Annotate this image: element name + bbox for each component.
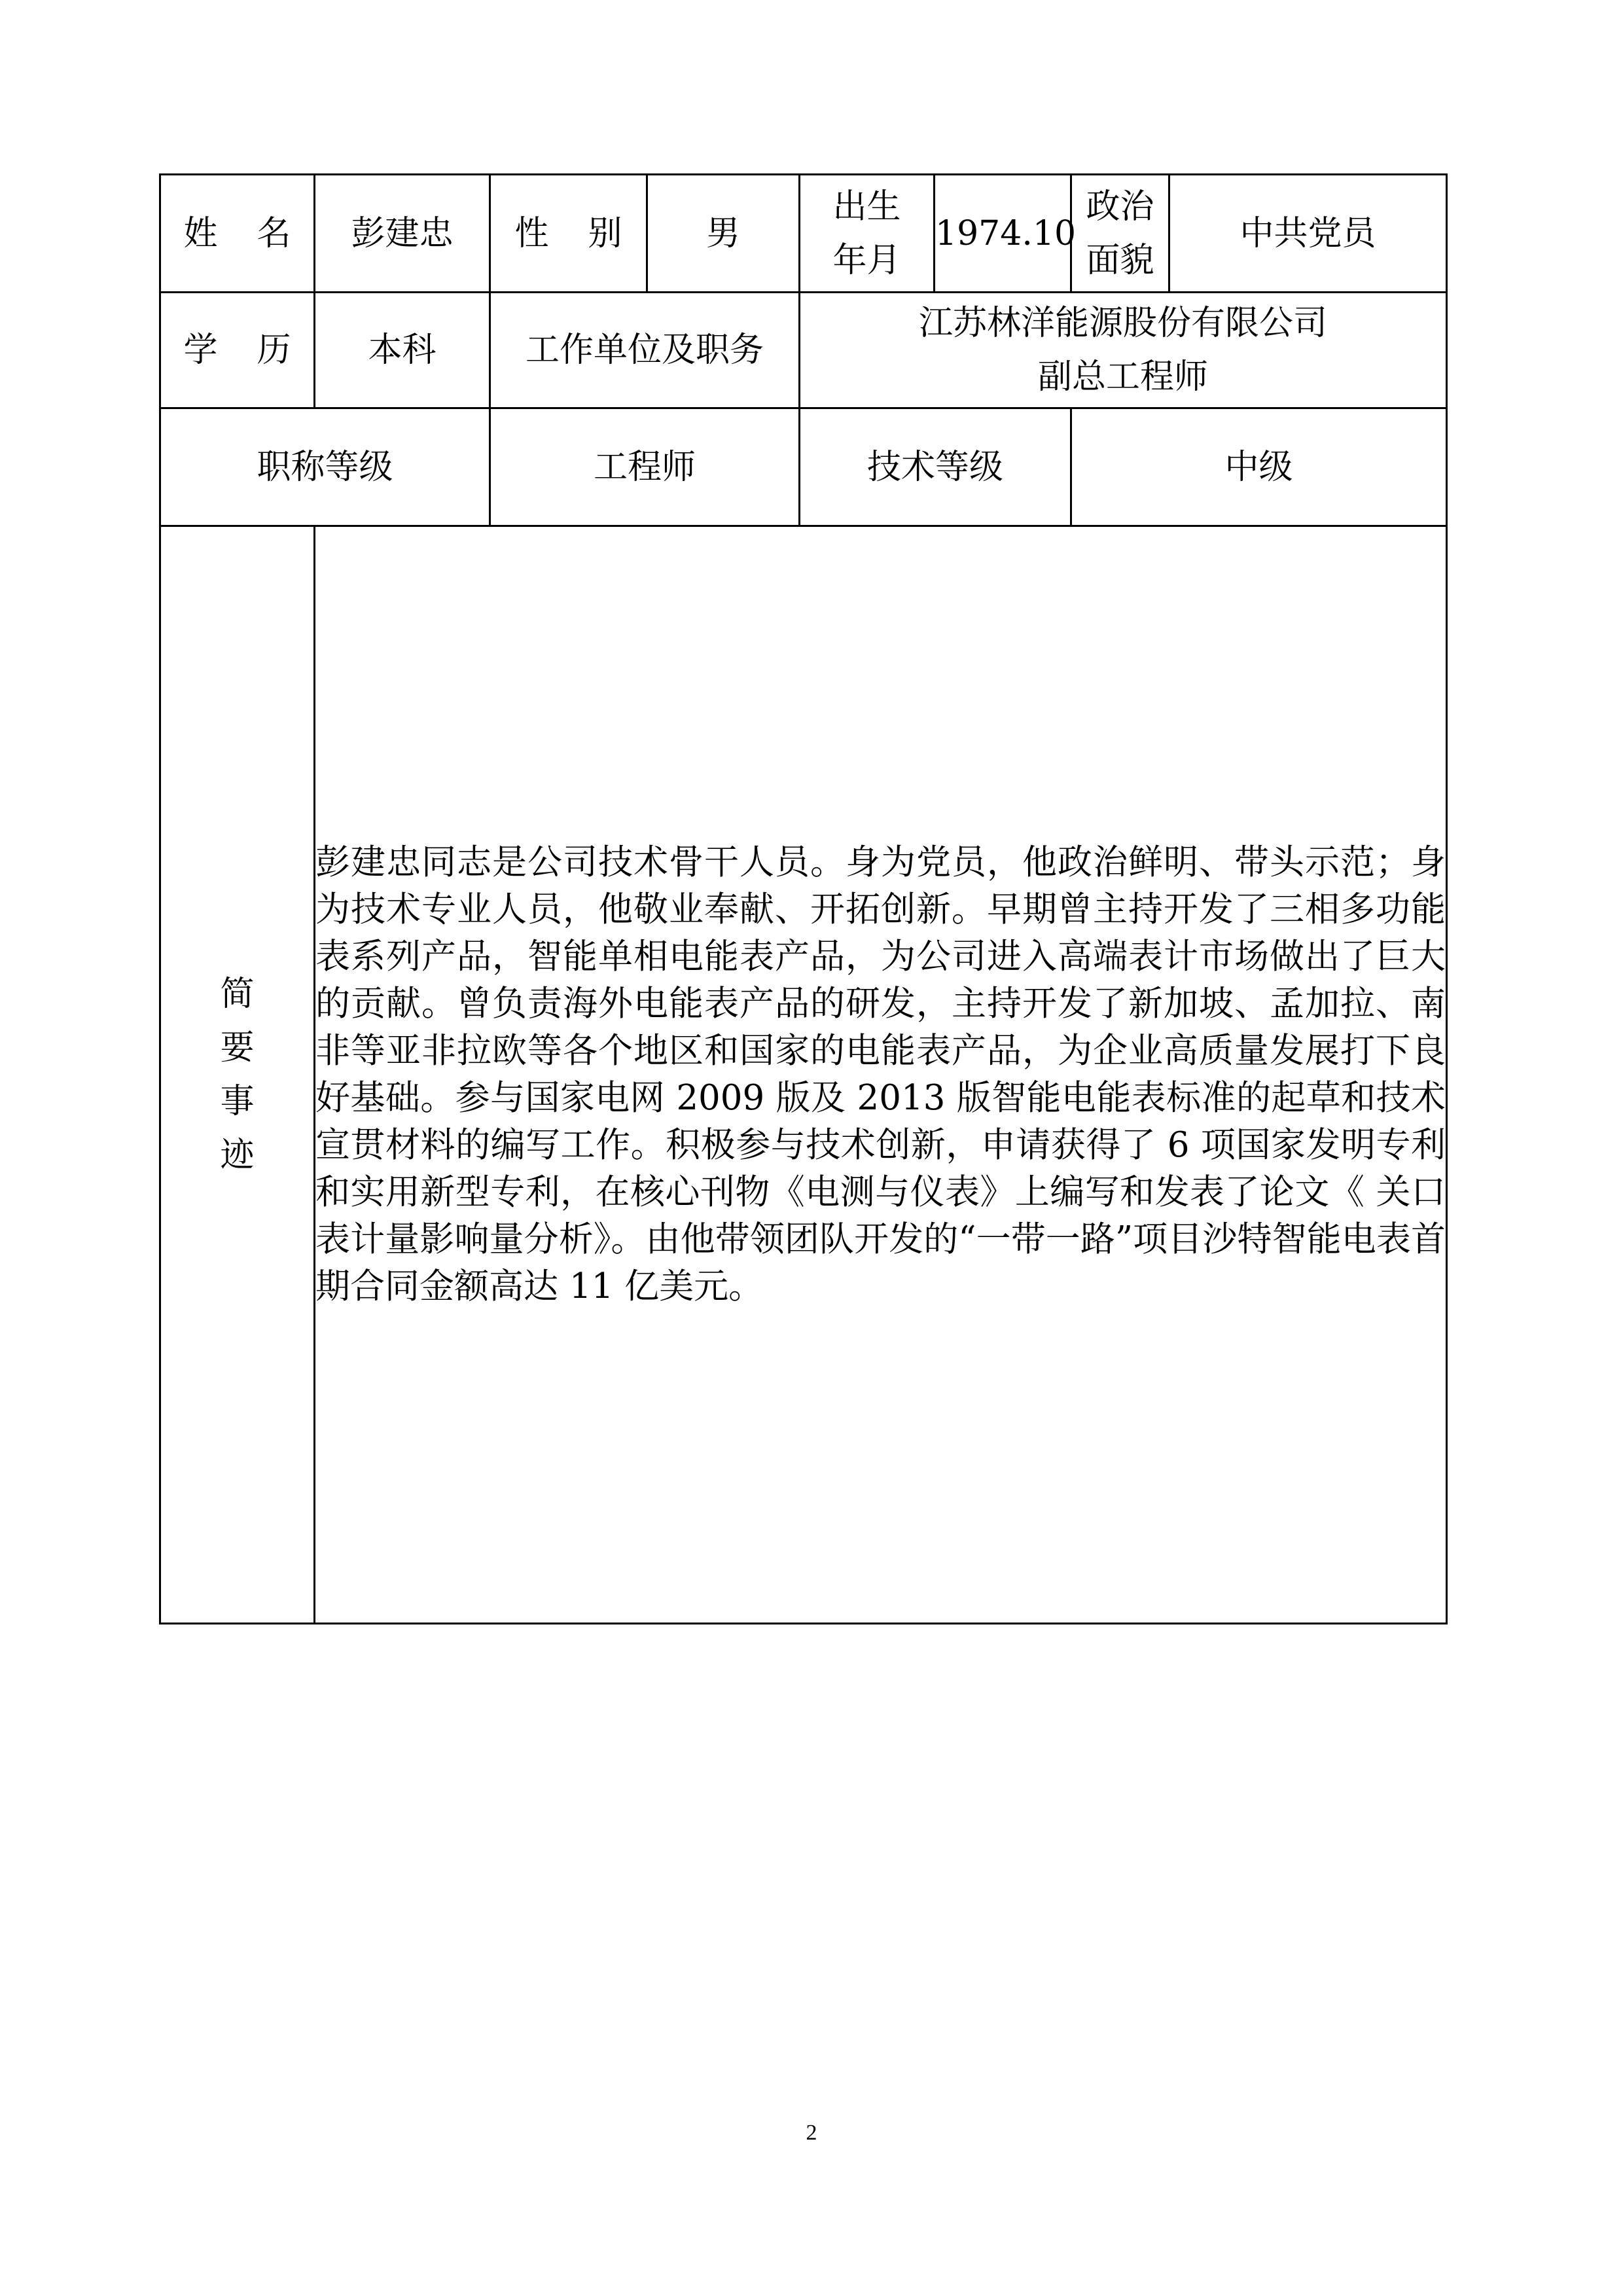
row-summary (160, 526, 1447, 1624)
employer-label: 工作单位及职务 (490, 293, 800, 408)
birth-label-cell (800, 175, 935, 293)
tech-grade-value: 中级 (1071, 408, 1447, 526)
employer-value-line2: 副总工程师 (1037, 357, 1208, 397)
summary-label-cell (160, 526, 315, 1624)
row-grades (160, 408, 1447, 526)
summary-label-char: 要 (220, 1028, 255, 1067)
title-grade-label: 职称等级 (160, 408, 490, 526)
employer-value-cell (800, 293, 1447, 408)
gender-label-cell (490, 175, 662, 293)
political-label-cell (1071, 175, 1169, 293)
political-label-line1: 政治 (1086, 187, 1154, 226)
title-grade-value: 工程师 (490, 408, 800, 526)
row-basic-info (160, 175, 1447, 293)
row-education-employer (160, 293, 1447, 408)
summary-label-char: 事 (220, 1082, 255, 1121)
summary-label-char: 迹 (220, 1136, 255, 1175)
birth-label-line2: 年月 (832, 240, 901, 280)
name-label-cell (160, 175, 330, 293)
education-label: 学历 (183, 331, 330, 370)
education-label-cell (160, 293, 330, 408)
birth-label-line1: 出生 (832, 187, 901, 226)
birth-value: 1974.10 (935, 175, 1071, 293)
tech-grade-label: 技术等级 (800, 408, 1071, 526)
education-value: 本科 (315, 293, 490, 408)
name-label: 姓名 (183, 213, 330, 253)
name-value: 彭建忠 (315, 175, 490, 293)
political-value: 中共党员 (1169, 175, 1447, 293)
gender-label: 性别 (514, 213, 662, 253)
page-number: 2 (806, 2121, 817, 2145)
summary-content-cell (315, 526, 1447, 1624)
employer-value-line1: 江苏林洋能源股份有限公司 (918, 304, 1327, 343)
summary-text: 彭建忠同志是公司技术骨干人员。身为党员，他政治鲜明、带头示范；身为技术专业人员，他敬业奉献、开拓创新。早期曾主持开发了三相多功能表系列产品，智能单相电能表产品，为公司进入高端表计市场做出了巨大的贡献。曾负责海外电能表产品的研发，主持开发了新加坡、孟加拉、南非等亚非拉欧等各个地区和国家的电能表产品，为企业高质量发展打下良好基础。参与国家电网 2009 版及 2013 版智能电能表标准的起草和技术宣贯材料的编写工作。积极参与技术创新，申请获得了 6 项国家发明专利和实用新型专利，在核心刊物《电测与仪表》上编写和发表了论文《 关口表计量影响量分析》。由他带领团队开发的“一带一路”项目沙特智能电表首期合同金额高达 11 亿美元。 (315, 842, 1446, 1306)
summary-label-char: 简 (220, 975, 255, 1014)
political-label-line2: 面貌 (1086, 240, 1154, 280)
personnel-form-table (159, 173, 1448, 1624)
gender-value: 男 (647, 175, 800, 293)
